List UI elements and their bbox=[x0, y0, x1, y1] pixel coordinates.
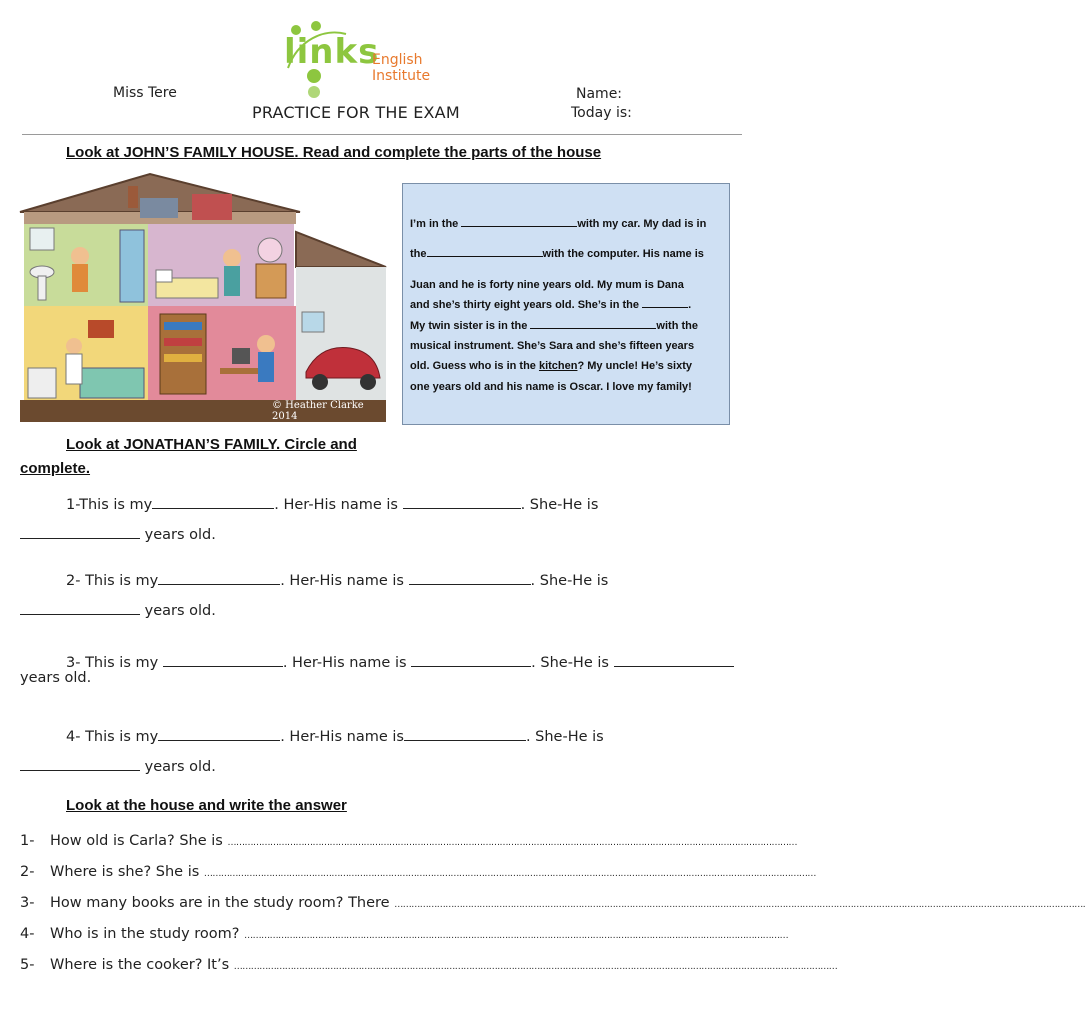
question-1: 1- How old is Carla? She is ………………………………………………………………………………………………………………………………………………………………………………… bbox=[20, 833, 797, 849]
answer-blank[interactable] bbox=[20, 526, 140, 539]
section2-heading-line1: Look at JONATHAN’S FAMILY. Circle and bbox=[66, 436, 357, 453]
section1-heading: Look at JOHN’S FAMILY HOUSE. Read and complete the parts of the house bbox=[66, 144, 602, 161]
logo bbox=[276, 20, 482, 102]
answer-blank[interactable] bbox=[158, 572, 280, 585]
family-item-1-cont: years old. bbox=[20, 526, 216, 543]
answer-blank[interactable] bbox=[158, 728, 280, 741]
text-line-6: musical instrument. She’s Sara and she’s fifteen years bbox=[410, 340, 695, 353]
question-5: 5- Where is the cooker? It’s …………………………………………………………………………………………………………………………………………………………………………………………… bbox=[20, 957, 838, 973]
question-4: 4- Who is in the study room? ………………………………………………………………………………………………………………………………………………………………………… bbox=[20, 926, 789, 942]
text-line-1: I’m in the with my car. My dad is in bbox=[410, 218, 707, 230]
answer-blank[interactable] bbox=[404, 728, 526, 741]
answer-blank[interactable] bbox=[20, 602, 140, 615]
text-line-7: old. Guess who is in the kitchen? My uncle! He’s sixty bbox=[410, 360, 693, 373]
text-line-8: one years old and his name is Oscar. I love my family! bbox=[410, 380, 692, 393]
answer-blank[interactable] bbox=[163, 654, 283, 667]
answer-dots[interactable]: ………………………………………………………………………………………………………………………………………………………………………………………………………………………. bbox=[394, 900, 1085, 910]
page-title: PRACTICE FOR THE EXAM bbox=[252, 103, 460, 122]
date-label: Today is: bbox=[571, 105, 632, 121]
family-item-3: 3- This is my . Her-His name is . She-He is bbox=[66, 654, 734, 671]
name-label: Name: bbox=[576, 86, 623, 102]
text-line-3: Juan and he is forty nine years old. My mum is Dana bbox=[410, 278, 684, 291]
question-3: 3- How many books are in the study room? There ………………………………………………………………………………………………………………………………………………………………………………………………………………………. bbox=[20, 895, 1085, 911]
answer-dots[interactable]: ………………………………………………………………………………………………………………………………………………………………………………… bbox=[227, 838, 797, 848]
teacher-name: Miss Tere bbox=[113, 85, 177, 101]
family-item-4-cont: years old. bbox=[20, 758, 216, 775]
answer-blank[interactable] bbox=[403, 496, 521, 509]
house-illustration bbox=[20, 172, 386, 422]
family-item-3-cont: years old. bbox=[20, 670, 92, 686]
text-line-5: My twin sister is in the with the bbox=[410, 319, 698, 332]
section3-heading: Look at the house and write the answer bbox=[66, 797, 347, 814]
answer-dots[interactable]: ……………………………………………………………………………………………………………………………………………………………………………………………… bbox=[203, 869, 816, 879]
family-item-1: 1-This is my . Her-His name is . She-He is bbox=[66, 497, 599, 513]
answer-blank[interactable] bbox=[642, 298, 688, 308]
answer-dots[interactable]: ………………………………………………………………………………………………………………………………………………………………………… bbox=[244, 931, 789, 941]
answer-blank[interactable] bbox=[409, 572, 531, 585]
answer-blank[interactable] bbox=[427, 247, 543, 257]
answer-blank[interactable] bbox=[461, 217, 577, 227]
question-2: 2- Where is she? She is ……………………………………………………………………………………………………………………………………………………………………………………………… bbox=[20, 864, 816, 880]
answer-blank[interactable] bbox=[411, 654, 531, 667]
text-line-2: the with the computer. His name is bbox=[410, 248, 704, 261]
header-divider bbox=[22, 134, 742, 135]
section2-heading-line2: complete. bbox=[20, 460, 91, 477]
answer-blank[interactable] bbox=[530, 319, 656, 329]
answer-dots[interactable]: …………………………………………………………………………………………………………………………………………………………………………………………… bbox=[233, 962, 838, 972]
illustration-credit: © Heather Clarke 2014 bbox=[272, 400, 364, 422]
answer-blank[interactable] bbox=[20, 758, 140, 771]
family-item-2: 2- This is my . Her-His name is . She-He is bbox=[66, 573, 609, 589]
logo-tagline: English Institute bbox=[372, 52, 431, 84]
text-line-4: and she’s thirty eight years old. She’s in the . bbox=[410, 299, 692, 312]
family-item-2-cont: years old. bbox=[20, 602, 216, 619]
answer-blank[interactable] bbox=[152, 496, 274, 509]
logo-word: links bbox=[284, 32, 380, 72]
family-item-4: 4- This is my . Her-His name is . She-He is bbox=[66, 729, 604, 745]
reading-text-box bbox=[402, 183, 730, 425]
answer-blank[interactable] bbox=[614, 654, 734, 667]
